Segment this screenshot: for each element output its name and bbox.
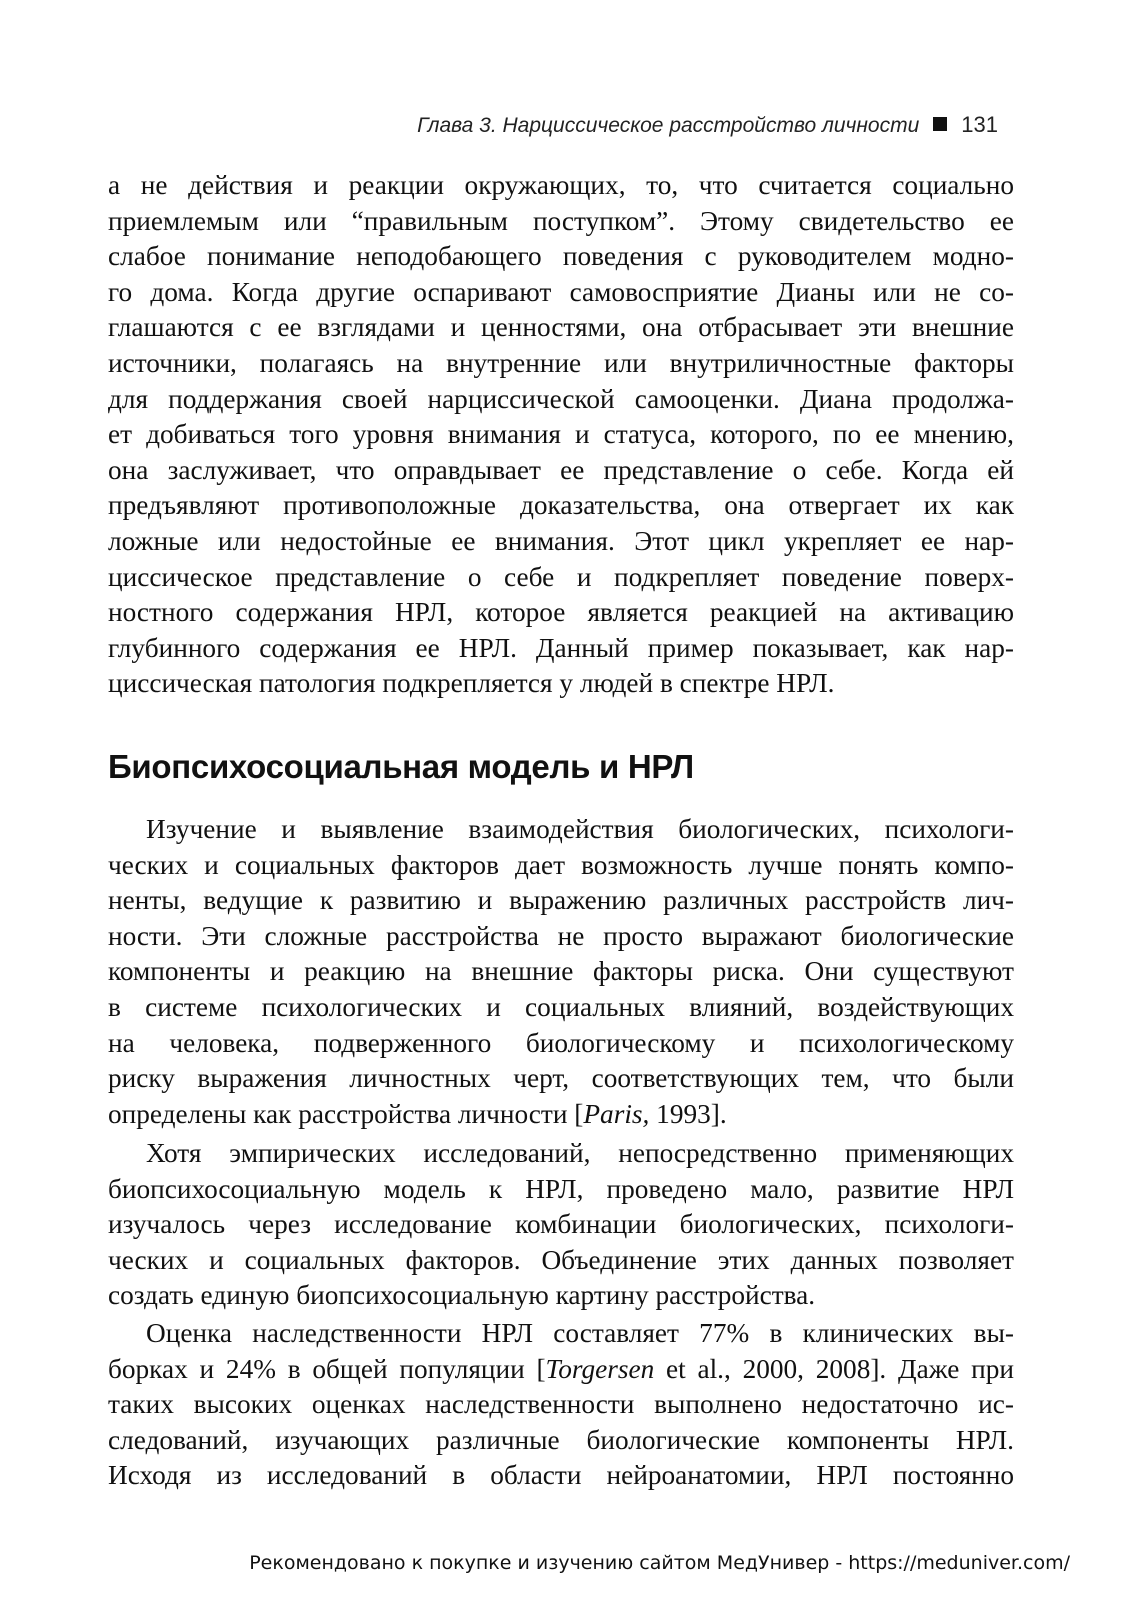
text-line: ет добиваться того уровня внимания и статуса, которого, по ее мнению,	[108, 419, 1014, 450]
text-line: приемлемым или “правильным поступком”. Этому свидетельство ее	[108, 205, 1014, 236]
page-number: 131	[961, 112, 998, 137]
text-line: ложные или недостойные ее внимания. Этот цикл укрепляет ее нар-	[108, 525, 1014, 556]
text-line: циссическая патология подкрепляется у людей в спектре НРЛ.	[108, 668, 835, 699]
text-line: риску выражения личностных черт, соответствующих тем, что были	[108, 1063, 1014, 1094]
separator-square-icon	[933, 117, 947, 131]
text-span: определены как расстройства личности [	[108, 1098, 584, 1129]
text-line: глашаются с ее взглядами и ценностями, она отбрасывает эти внешние	[108, 312, 1014, 343]
citation-author: Torgersen	[545, 1353, 655, 1384]
text-line: в системе психологических и социальных влияний, воздействующих	[108, 991, 1014, 1022]
text-line: таких высоких оценках наследственности выполнено недостаточно ис-	[108, 1389, 1014, 1420]
paragraph-1	[108, 168, 1014, 702]
text-line: биопсихосоциальную модель к НРЛ, проведено мало, развитие НРЛ	[108, 1173, 1014, 1204]
text-line: источники, полагаясь на внутренние или внутриличностные факторы	[108, 347, 1014, 378]
text-line: ческих и социальных факторов. Объединение этих данных позволяет	[108, 1244, 1014, 1275]
text-line: компоненты и реакцию на внешние факторы риска. Они существуют	[108, 956, 1014, 987]
text-line: слабое понимание неподобающего поведения с руководителем модно-	[108, 241, 1014, 272]
text-line: Изучение и выявление взаимодействия биологических, психологи-	[146, 814, 1014, 844]
text-line: ненты, ведущие к развитию и выражению различных расстройств лич-	[108, 885, 1014, 916]
text-line: го дома. Когда другие оспаривают самовосприятие Дианы или не со-	[108, 276, 1014, 307]
chapter-title: Глава 3. Нарциссическое расстройство личности	[417, 114, 920, 137]
text-line: она заслуживает, что оправдывает ее представление о себе. Когда ей	[108, 454, 1014, 485]
text-span: 1993].	[649, 1098, 727, 1129]
text-line: глубинного содержания ее НРЛ. Данный пример показывает, как нар-	[108, 632, 1014, 663]
text-line: Исходя из исследований в области нейроанатомии, НРЛ постоянно	[108, 1460, 1014, 1491]
text-line: изучалось через исследование комбинации биологических, психологи-	[108, 1209, 1014, 1240]
running-head	[0, 112, 1124, 138]
text-line: Хотя эмпирических исследований, непосредственно применяющих	[146, 1138, 1014, 1168]
text-line: следований, изучающих различные биологические компоненты НРЛ.	[108, 1424, 1014, 1455]
text-line-with-citation	[108, 1097, 1014, 1133]
text-line: ности. Эти сложные расстройства не просто выражают биологические	[108, 920, 1014, 951]
paragraph-2	[108, 812, 1014, 1132]
citation-author: Paris,	[583, 1098, 650, 1129]
text-line: циссическое представление о себе и подкрепляет поведение поверх-	[108, 561, 1014, 592]
text-line: на человека, подверженного биологическому и психологическому	[108, 1027, 1014, 1058]
text-line: создать единую биопсихосоциальную картину расстройства.	[108, 1280, 816, 1311]
text-line: для поддержания своей нарциссической самооценки. Диана продолжа-	[108, 383, 1014, 414]
section-heading: Биопсихосоциальная модель и НРЛ	[108, 748, 694, 785]
paragraph-4	[108, 1316, 1014, 1494]
text-span: борках и 24% в общей популяции [	[108, 1353, 546, 1384]
text-line: а не действия и реакции окружающих, то, что считается социально	[108, 170, 1014, 200]
text-span: et al., 2000, 2008]. Даже при	[654, 1353, 1014, 1384]
paragraph-3	[108, 1136, 1014, 1314]
text-line: ческих и социальных факторов дает возможность лучше понять компо-	[108, 849, 1014, 880]
text-line: ностного содержания НРЛ, которое является реакцией на активацию	[108, 597, 1014, 628]
text-line: Оценка наследственности НРЛ составляет 77% в клинических вы-	[146, 1318, 1014, 1348]
footer-watermark: Рекомендовано к покупке и изучению сайтом МедУнивер - https://meduniver.com/	[249, 1552, 1070, 1574]
text-line-with-citation	[108, 1352, 1014, 1388]
text-line: предъявляют противоположные доказательства, она отвергает их как	[108, 490, 1014, 521]
